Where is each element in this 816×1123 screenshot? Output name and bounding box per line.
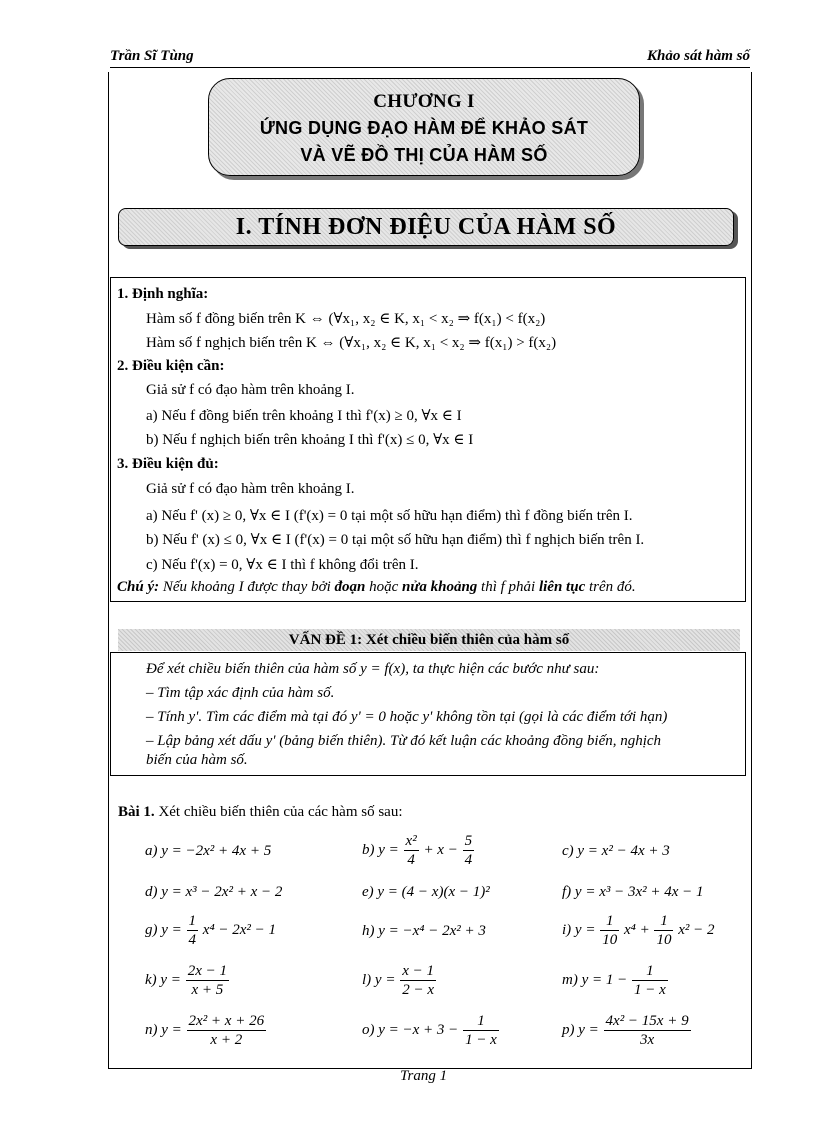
exercise-g-suffix: x⁴ − 2x² − 1	[202, 921, 277, 938]
sufficient-assume: Giả sử f có đạo hàm trên khoảng I.	[146, 481, 355, 497]
exercise-f: f) y = x³ − 3x² + 4x − 1	[562, 884, 704, 900]
exercise-n	[145, 1012, 267, 1049]
exercise-g	[145, 912, 276, 949]
denominator: 4	[464, 852, 473, 868]
denominator: 2 − x	[402, 982, 434, 998]
fraction	[604, 1012, 691, 1049]
method-box	[110, 652, 746, 776]
exercise-k-prefix: k) y =	[145, 971, 181, 988]
exercise-b-prefix: b) y =	[362, 841, 399, 858]
denominator: 1 − x	[633, 982, 666, 998]
denominator: 4	[407, 852, 415, 868]
exercise-a: a) y = −2x² + 4x + 5	[145, 843, 272, 859]
exercise-h: h) y = −x⁴ − 2x² + 3	[362, 923, 486, 939]
note-line	[117, 579, 636, 596]
exercise-p-prefix: p) y =	[562, 1021, 599, 1038]
necessary-a: a) Nếu f đồng biến trên khoảng I thì f'(x) ≥ 0, ∀x ∈ I	[146, 408, 462, 424]
exercise-n-prefix: n) y =	[145, 1021, 182, 1038]
numerator: 1	[188, 913, 197, 929]
numerator: 1	[654, 912, 673, 931]
fraction	[186, 962, 229, 999]
numerator: 1	[463, 1012, 499, 1031]
exercise-prompt: Xét chiều biến thiên của các hàm số sau:	[158, 804, 403, 820]
chapter-title-line2: VÀ VẼ ĐỒ THỊ CỦA HÀM SỐ	[300, 145, 548, 165]
exercise-o-prefix: o) y = −x + 3 −	[362, 1021, 459, 1038]
exercise-label: Bài 1.	[118, 804, 155, 820]
exercise-i	[562, 912, 714, 949]
note-label: Chú ý:	[117, 579, 160, 595]
chapter-number: CHƯƠNG I	[373, 91, 475, 112]
fraction	[463, 1012, 499, 1049]
sufficient-a: a) Nếu f' (x) ≥ 0, ∀x ∈ I (f'(x) = 0 tại một số hữu hạn điểm) thì f đồng biến trên I.	[146, 508, 633, 524]
definition-increasing: Hàm số f đồng biến trên K ⇔ (∀x₁, x₂ ∈ K, x₁ < x₂ ⇒ f(x₁) < f(x₂)	[146, 311, 546, 327]
section-title: I. TÍNH ĐƠN ĐIỆU CỦA HÀM SỐ	[118, 208, 734, 246]
topic-title: VẤN ĐỀ 1: Xét chiều biến thiên của hàm số	[118, 629, 740, 651]
fraction	[187, 912, 199, 949]
necessary-assume: Giả sử f có đạo hàm trên khoảng I.	[146, 382, 355, 398]
numerator: 4x² − 15x + 9	[605, 1013, 689, 1029]
denominator: x + 5	[191, 982, 224, 998]
exercise-l-prefix: l) y =	[362, 971, 396, 988]
sufficient-heading: 3. Điều kiện đủ:	[117, 456, 219, 472]
exercise-b-middle: + x −	[423, 841, 458, 858]
exercise-i-suffix: x² − 2	[678, 921, 715, 938]
exercise-c: c) y = x² − 4x + 3	[562, 843, 670, 859]
fraction	[654, 912, 673, 949]
definition-heading: 1. Định nghĩa:	[117, 286, 209, 302]
sufficient-c: c) Nếu f'(x) = 0, ∀x ∈ I thì f không đổi trên I.	[146, 557, 419, 573]
denominator: 1 − x	[465, 1032, 497, 1048]
numerator: 1	[600, 912, 619, 931]
exercise-b	[362, 832, 475, 869]
header-topic: Khảo sát hàm số	[647, 48, 750, 64]
denominator: 10	[602, 932, 618, 948]
denominator: 3x	[639, 1032, 655, 1048]
numerator: x − 1	[402, 963, 434, 979]
exercise-l	[362, 962, 437, 999]
header-rule	[110, 67, 750, 68]
definition-decreasing: Hàm số f nghịch biến trên K ⇔ (∀x₁, x₂ ∈ K, x₁ < x₂ ⇒ f(x₁) > f(x₂)	[146, 335, 557, 351]
note-text-f: liên tục	[538, 579, 586, 595]
note-text-d: nửa khoảng	[402, 579, 478, 595]
exercise-k	[145, 962, 230, 999]
numerator: 5	[464, 833, 473, 849]
exercise-i-prefix: i) y =	[562, 921, 596, 938]
header-author: Trần Sĩ Tùng	[110, 48, 194, 64]
fraction	[400, 962, 436, 999]
exercise-o	[362, 1012, 500, 1049]
fraction	[404, 832, 419, 869]
note-text-e: thì f phải	[477, 579, 539, 595]
exercise-m	[562, 962, 669, 999]
denominator: x + 2	[210, 1032, 243, 1048]
exercise-i-middle: x⁴ +	[623, 921, 650, 938]
method-step-3b: biến của hàm số.	[146, 752, 248, 768]
method-step-1: – Tìm tập xác định của hàm số.	[146, 685, 335, 701]
exercise-g-prefix: g) y =	[145, 921, 182, 938]
denominator: 4	[188, 932, 197, 948]
chapter-banner	[208, 78, 640, 176]
exercise-heading	[118, 804, 403, 821]
note-text-g: trên đó.	[585, 579, 636, 595]
method-step-3a: – Lập bảng xét dấu y' (bảng biến thiên). Từ đó kết luận các khoảng đồng biến, nghịch	[146, 733, 662, 749]
sufficient-b: b) Nếu f' (x) ≤ 0, ∀x ∈ I (f'(x) = 0 tại một số hữu hạn điểm) thì f nghịch biến trên I.	[146, 532, 645, 548]
fraction	[632, 962, 668, 999]
fraction	[187, 1012, 267, 1049]
note-text-c: hoặc	[365, 579, 403, 595]
method-step-2: – Tính y'. Tìm các điểm mà tại đó y' = 0 hoặc y' không tồn tại (gọi là các điểm tới hạn)	[146, 709, 668, 725]
necessary-heading: 2. Điều kiện cần:	[117, 358, 225, 374]
theory-box	[110, 277, 746, 602]
page-number: Trang 1	[400, 1068, 448, 1084]
fraction	[600, 912, 619, 949]
numerator: 2x² + x + 26	[188, 1013, 265, 1029]
numerator: x²	[405, 833, 417, 849]
numerator: 2x − 1	[187, 963, 227, 979]
exercise-p	[562, 1012, 692, 1049]
exercise-e: e) y = (4 − x)(x − 1)²	[362, 884, 490, 900]
denominator: 10	[656, 932, 672, 948]
chapter-title-line1: ỨNG DỤNG ĐẠO HÀM ĐỂ KHẢO SÁT	[259, 118, 589, 138]
fraction	[463, 832, 475, 869]
method-intro: Để xét chiều biến thiên của hàm số y = f(x), ta thực hiện các bước như sau:	[146, 661, 600, 677]
note-text-b: đoạn	[334, 579, 366, 595]
exercise-m-prefix: m) y = 1 −	[562, 971, 628, 988]
exercise-d: d) y = x³ − 2x² + x − 2	[145, 884, 283, 900]
note-text-a: Nếu khoảng I được thay bởi	[159, 579, 335, 595]
necessary-b: b) Nếu f nghịch biến trên khoảng I thì f'(x) ≤ 0, ∀x ∈ I	[146, 432, 474, 448]
numerator: 1	[632, 962, 668, 981]
